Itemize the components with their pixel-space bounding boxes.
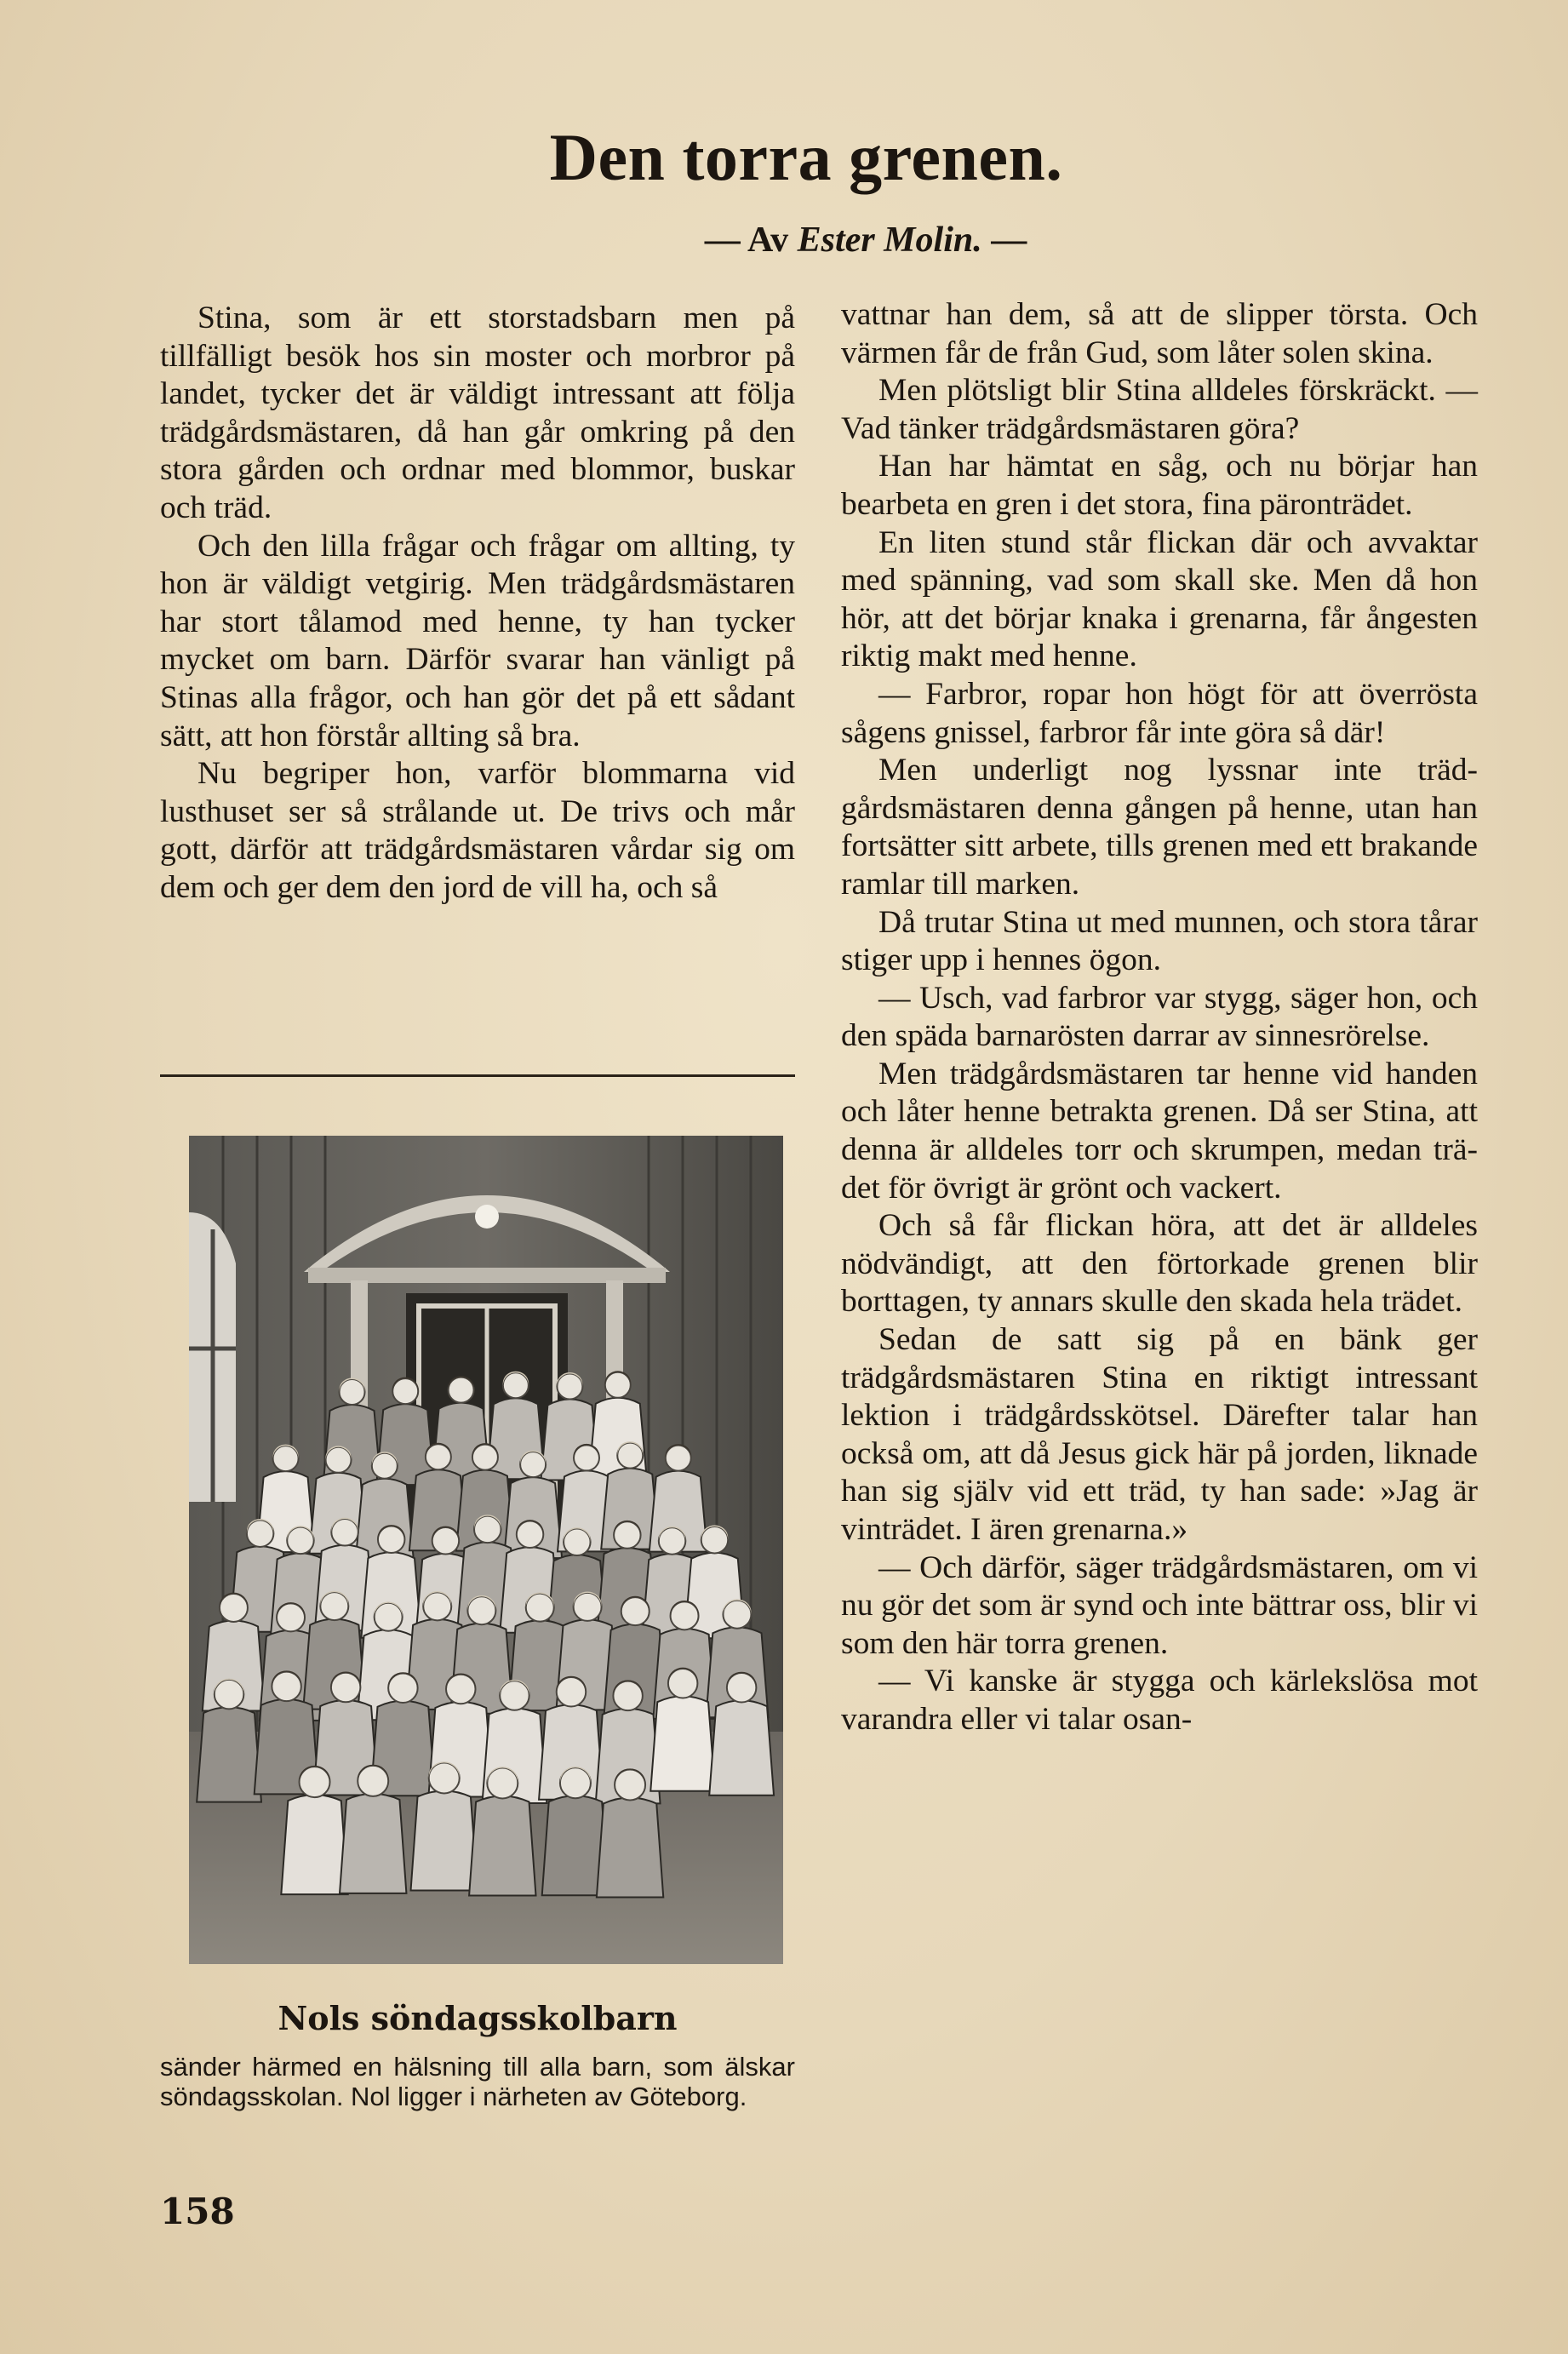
byline [82,220,1568,261]
paragraph: Då trutar Stina ut med munnen, och stora tårar stiger upp i hennes ögon. [841,904,1478,978]
article-title: Den torra grenen. [549,120,1063,194]
paragraph: Men plötsligt blir Stina alldeles förskräckt. — Vad tänker trädgårdsmästaren göra? [841,373,1478,446]
left-column [160,300,795,908]
paragraph: Han har hämtat en såg, och nu börjar han bearbeta en gren i det stora, fina päronträdet. [841,449,1478,522]
paragraph: vattnar han dem, så att de slipper törsta. Och värmen får de från Gud, som låter solen skina. [841,297,1478,370]
paragraph: En liten stund står flickan där och avvaktar med spänning, vad som skall ske. Men då hon hör, att det börjar knaka i grenarna, får ångesten riktig makt med henne. [841,524,1478,674]
right-column [841,296,1478,1739]
group-photo-image [189,1136,783,1964]
photo-caption-text: sänder härmed en hälsning till alla barn, som älskar söndagsskolan. Nol ligger i närheten av Göteborg. [160,2052,795,2111]
column-divider-rule [160,1074,795,1077]
page-number: 158 [160,2191,235,2232]
paragraph: Sedan de satt sig på en bänk ger trädgårdsmästaren Stina en riktigt intressant lektion i trädgårdsskötsel. Därefter talar han också om, att då Jesus gick här på jorden, liknade han sig själv vid ett träd, ty han sade: »Jag är vinträdet. I ären grenarna.» [841,1322,1478,1547]
paragraph: — Usch, vad farbror var stygg, säger hon, och den späda barnarösten darrar av sinnesrörelse. [841,980,1478,1054]
paragraph: Men underligt nog lyssnar inte trädgårdsmästaren denna gången på henne, utan han fortsätter sitt arbete, tills grenen med ett brakande ramlar till marken. [841,753,1478,902]
paragraph: Stina, som är ett storstadsbarn men på tillfälligt besök hos sin moster och morbror på landet, tycker det är väldigt intressant att följa trädgårdsmästaren, då han går omkring på den stora gården och ordnar med blommor, buskar och träd. [160,301,795,525]
paragraph: Och den lilla frågar och frågar om allting, ty hon är väldigt vetgirig. Men trädgårdsmästaren har stort tålamod med henne, ty han tycker mycket om barn. Därför svarar han vänligt på Stinas alla frågor, och han gör det på ett sådant sätt, att hon förstår allting så bra. [160,528,795,753]
group-photo [189,1136,783,1964]
paragraph: Och så får flickan höra, att det är alldeles nödvändigt, att den förtorkade grenen blir borttagen, ty annars skulle den skada hela trädet. [841,1208,1478,1320]
author-name: Ester Molin. [797,221,982,260]
byline-suffix: — [991,221,1027,260]
photo-caption-title: Nols söndagsskolbarn [278,1999,678,2037]
paragraph: — Och därför, säger trädgårdsmästaren, om vi nu gör det som är synd och inte bättrar oss, blir vi som den här torra grenen. [841,1549,1478,1661]
byline-prefix: — Av [704,221,789,260]
paragraph: — Vi kanske är stygga och kärlekslösa mot varandra eller vi talar osan- [841,1664,1478,1737]
paragraph: — Farbror, ropar hon högt för att överrösta sågens gnissel, farbror får inte göra så där! [841,676,1478,750]
paragraph: Nu begriper hon, varför blommarna vid lusthuset ser så strålande ut. De trivs och mår gott, därför att trädgårdsmästaren vårdar sig om dem och ger dem den jord de vill ha, och så [160,756,795,905]
paragraph: Men trädgårdsmästaren tar henne vid handen och låter henne betrakta grenen. Då ser Stina, att denna är alldeles torr och skrumpen, medan trädet för övrigt är grönt och vackert. [841,1056,1478,1206]
